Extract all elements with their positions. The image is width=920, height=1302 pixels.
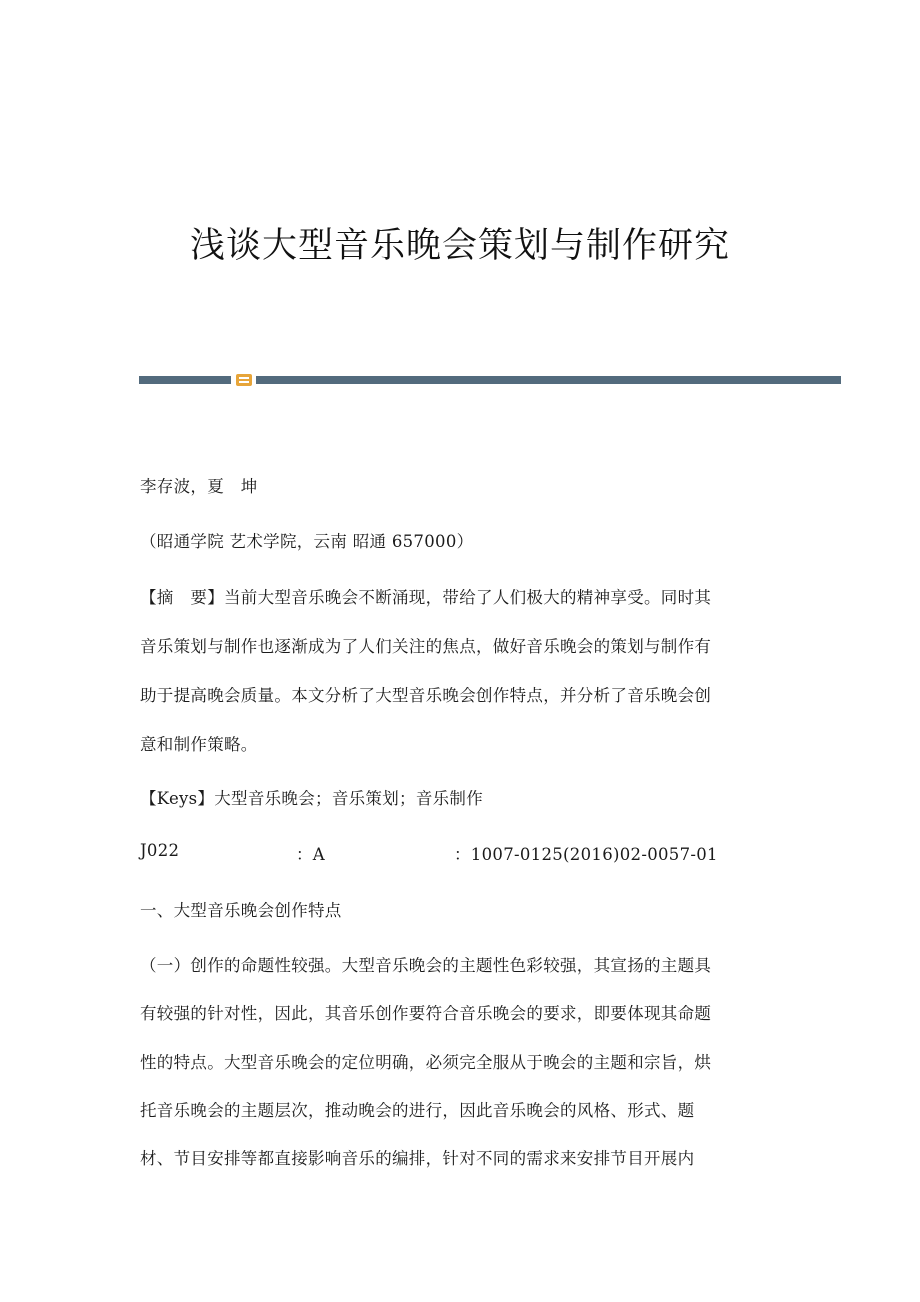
- classification-number: J022: [140, 841, 180, 860]
- abstract-line: 【摘 要】当前大型音乐晚会不断涌现，带给了人们极大的精神享受。同时其: [140, 588, 712, 607]
- abstract-line: 意和制作策略。: [140, 735, 258, 754]
- document-icon: [236, 374, 252, 386]
- divider-bar-right: [256, 376, 841, 384]
- article-id: ：1007-0125(2016)02-0057-01: [454, 845, 718, 864]
- body-line: 有较强的针对性，因此，其音乐创作要符合音乐晚会的要求，即要体现其命题: [140, 1004, 712, 1023]
- body-line: 托音乐晚会的主题层次，推动晚会的进行，因此音乐晚会的风格、形式、题: [140, 1101, 695, 1120]
- body-line: （一）创作的命题性较强。大型音乐晚会的主题性色彩较强，其宣扬的主题具: [140, 956, 712, 975]
- body-line: 材、节目安排等都直接影响音乐的编排，针对不同的需求来安排节目开展内: [140, 1149, 695, 1168]
- section-heading: 一、大型音乐晚会创作特点: [140, 901, 342, 920]
- keywords: 【Keys】大型音乐晚会；音乐策划；音乐制作: [140, 789, 484, 808]
- divider-bar-left: [139, 376, 231, 384]
- affiliation: （昭通学院 艺术学院，云南 昭通 657000）: [140, 532, 474, 551]
- document-code: ：A: [296, 845, 326, 864]
- body-line: 性的特点。大型音乐晚会的定位明确，必须完全服从于晚会的主题和宗旨，烘: [140, 1053, 712, 1072]
- authors: 李存波，夏 坤: [140, 477, 258, 496]
- abstract-line: 助于提高晚会质量。本文分析了大型音乐晚会创作特点，并分析了音乐晚会创: [140, 686, 712, 705]
- title-divider: [139, 374, 841, 386]
- paper-title: 浅谈大型音乐晚会策划与制作研究: [189, 226, 730, 266]
- abstract-line: 音乐策划与制作也逐渐成为了人们关注的焦点，做好音乐晚会的策划与制作有: [140, 637, 712, 656]
